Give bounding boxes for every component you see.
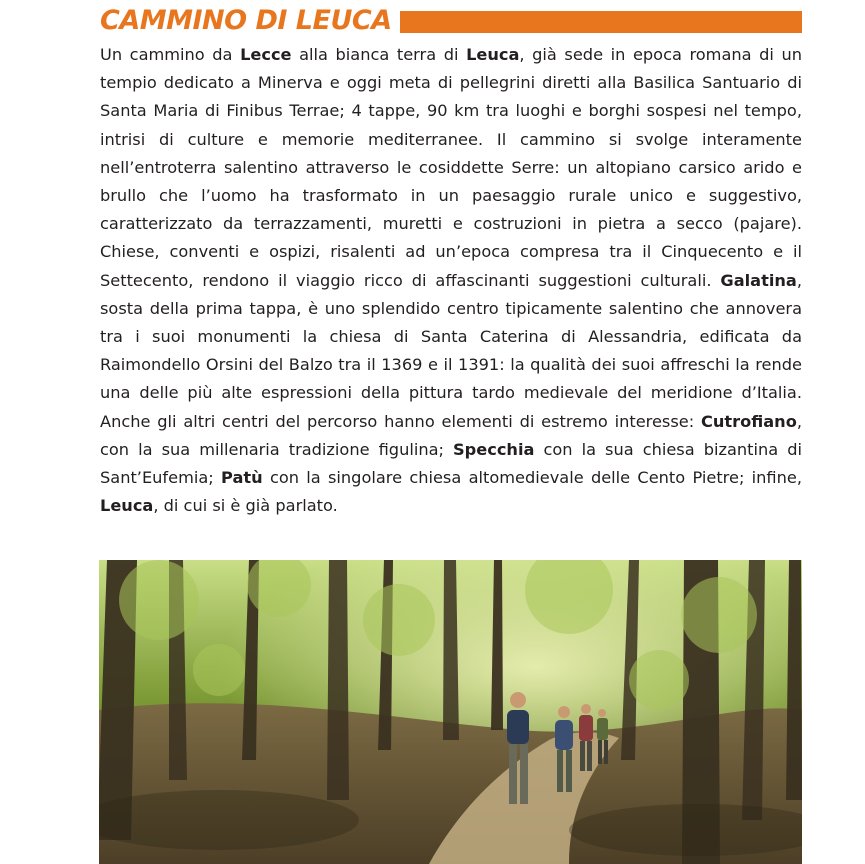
text-run: , sosta della prima tappa, è uno splendido centro tipicamente salentino che annovera tra i suoi monumenti la chiesa di Santa Caterina di Alessandria, edificata da Raimondello Orsini del Balzo tra il 1369 e il 1391: la qualità dei suoi affreschi la rende una delle più alte espressioni della pittura tardo medievale del meridione d’Italia. Anche gli altri centri del percorso hanno elementi di estremo interesse: [100,270,802,431]
text-run: , di cui si è già parlato. [153,496,338,516]
section-header [100,2,802,40]
bold-place-name: Lecce [240,45,292,64]
forest-trail-photo [99,560,802,864]
bold-place-name: Leuca [466,45,520,64]
text-run: , con la sua millenaria tradizione figulina; [100,411,802,459]
text-run: Un cammino da [100,45,241,64]
text-run: alla bianca terra di [291,45,467,64]
text-run: con la sua chiesa bizantina di Sant’Eufemia; [100,439,802,488]
bold-place-name: Galatina [720,270,797,290]
bold-place-name: Patù [221,468,263,488]
forest-photo-illustration [99,560,802,864]
page-title: CAMMINO DI LEUCA [100,5,392,36]
bold-place-name: Specchia [453,439,535,459]
bold-place-name: Leuca [100,496,154,516]
tree-trunk [327,560,349,800]
text-run: con la singolare chiesa altomedievale delle Cento Pietre; infine, [262,468,802,488]
bold-place-name: Cutrofiano [701,411,797,431]
text-run: , già sede in epoca romana di un tempio dedicato a Minerva e oggi meta di pellegrini diretti alla Basilica Santuario di Santa Maria di Finibus Terrae; 4 tappe, 90 km tra luoghi e borghi sospesi nel tempo, intrisi di culture e memorie mediterranee. Il cammino si svolge interamente nell’entroterra salentino attraverso le cosiddette Serre: un altopiano carsico arido e brullo che l’uomo ha trasformato in un paesaggio rurale unico e suggestivo, caratterizzato da terrazzamenti, muretti e costruzioni in pietra a secco (pajare). Chiese, conventi e ospizi, risalenti ad un’epoca compresa tra il Cinquecento e il Settecento, rendono il viaggio ricco di affascinanti suggestioni culturali. [100,45,802,290]
title-accent-bar [400,11,802,33]
article-body [100,41,802,520]
